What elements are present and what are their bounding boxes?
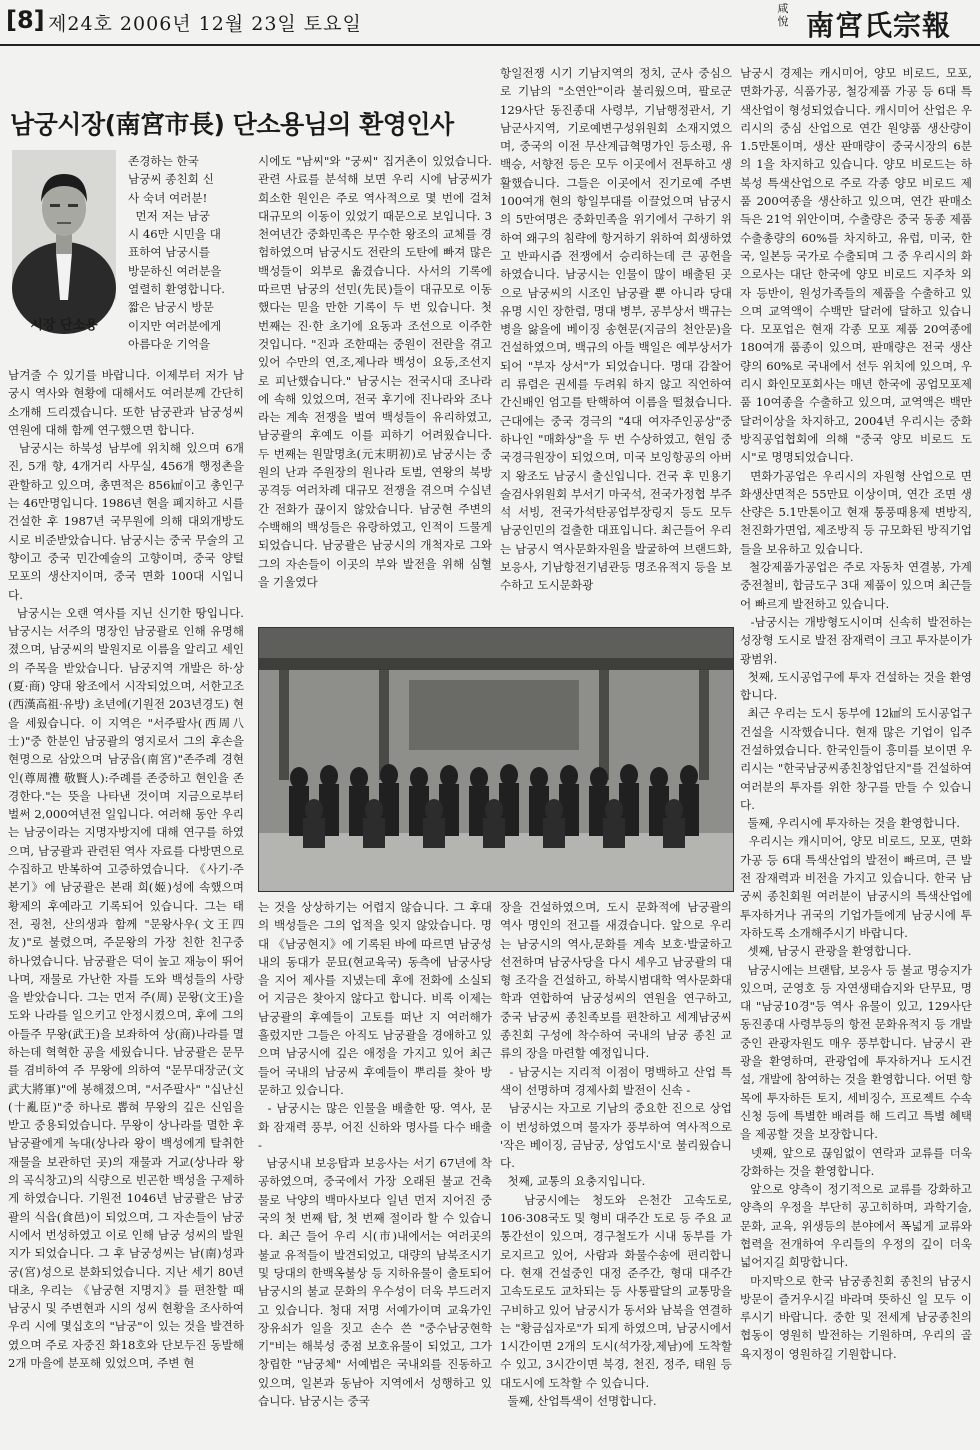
issue-date-line: 제24호 2006년 12월 23일 토요일 bbox=[48, 13, 362, 35]
article-column-2-top: 시에도 "남씨"와 "궁씨" 집거촌이 있었습니다. 관련 사료를 분석해 보면 우리 시에 남궁씨가 희소한 원인은 주로 역사적으로 몇 번에 걸쳐 대규모의 이동이 있었기 때문으로 보입니다. 3천여년간 중화민족은 무수한 왕조의 교체를 경험하였으며 남궁시도 전란의 도탄에 빠져 많은 백성들이 외부로 옮겼습니다. 사서의 기록에 따르면 남궁의 선민(先民)들이 대규모로 이동했다는 믿을 만한 기록이 두 번 있습니다. 첫 번째는 진·한 초기에 요동과 조선으로 이주한 것입니다. "진과 조한때는 중원이 전란을 겪고 있어 수만의 연,조,제나라 백성이 요동,조선지로 피난했습니다." 남궁시는 전국시대 조나라에 속해 있었으며, 전국 후기에 진나라와 조나라는 계속 전쟁을 벌여 백성들이 유리하였고, 남궁괄의 후예도 이를 피하기 어려웠습니다. 두 번째는 원말명초(元末明初)로 남궁시는 중원의 난과 주원장의 원나라 토벌, 연왕의 북방 공격등 여러차례 대규모 전쟁을 겪으며 수십년간 전화가 끊이지 않았습니다. 남궁현 주변의 수백해의 백성들은 유랑하였고, 인적이 드물게 되었습니다. 남궁괄은 남궁시의 개척자로 그와 그의 자손들이 이곳의 부와 발전을 위해 심혈을 기울였다 bbox=[258, 154, 496, 589]
group-photo-image bbox=[259, 628, 733, 891]
article-intro-column: 존경하는 한국 남궁씨 종친회 신 사 숙녀 여러분! 먼저 저는 남궁 시 46만 시민을 대 표하여 남궁시를 방문하신 여러분을 열렬히 환영합니다. 짧은 남궁시 방문 이지만 여러분에게 아름다운 기억을 bbox=[128, 154, 225, 351]
portrait-figure bbox=[8, 150, 120, 346]
brand-side-text: 咸悅 bbox=[777, 2, 789, 28]
group-photo bbox=[258, 627, 734, 892]
article-headline: 남궁시장(南宮市長) 단소용님의 환영인사 bbox=[10, 109, 454, 139]
article-column-4: 남궁시 경제는 캐시미어, 양모 비로드, 모포, 면화가공, 식품가공, 철강제품 가공 등 6대 특색산업이 형성되었습니다. 캐시미어 산업은 우리시의 중심 산업으로 연간 원양품 생산량이 1.5만톤이며, 생산 판매량이 중국시장의 6분의 1을 차지하고 있습니다. 양모 비로드는 하북성 특색산업으로 주로 각종 양모 비로드 제품 200여종을 생산하고 있으며, 연간 판매소득은 21억 위안이며, 수출량은 중국 동종 제품 수출총량의 60%를 차지하고, 유럽, 미국, 한국, 일본등 국가로 수출되며 그 중 우리시의 화으로사는 대단 한국에 양모 비로드 지주차 외자 등반이, 원성가족들의 제품을 수출하고 있으며 교역액이 수백만 달러에 달하고 있습니다. 모포업은 현재 각종 모포 제품 20여종에 180여개 품종이 있으며, 판매량은 전국 생산량의 60%로 국내에서 선두 위치에 있으며, 우리시 화인모포회사는 매년 한국에 공업모포제품 10여종을 수출하고 있으며, 교역액은 백만 달러이상을 차지하고, 2004년 우리시는 중화방직공업협회에 의해 "중국 양모 비로드 도시"로 명명되었습니다. 면화가공업은 우리시의 자원형 산업으로 면화생산면적은 55만묘 이상이며, 연간 조면 생산량은 5.1만톤이고 현재 통풍때용제 변방직, 천진화가면업, 제조방직 등 규모화된 방직기업들을 보유하고 있습니다. 철강제품가공업은 주로 자동차 연결봉, 가계중전철비, 합금도구 3대 제품이 있으며 최근들어 빠르게 발전하고 있습니다. -남궁시는 개방형도시이며 신속히 발전하는 성장형 도시로 발전 잠재력이 크고 투자분이가 광범위. 첫째, 도시공업구에 투자 건설하는 것을 환영합니다. 최근 우리는 도시 동부에 12㎢의 도시공업구 건설을 시작했습니다. 현재 많은 기업이 입주 건설하였습니다. 한국인들이 흥미를 보이면 우리시는 "한국남궁씨종친창업단지"를 건설하여 여러분의 투자를 위한 창구를 만들 수 있습니다. 둘째, 우리시에 투자하는 것을 환영합니다. 우리시는 캐시미어, 양모 비로드, 모포, 면화가공 등 6대 특색산업의 발전이 빠르며, 큰 발전 잠재력과 비전을 가지고 있습니다. 한국 남궁씨 종친회원 여러분이 남궁시의 특색산업에 투자하거나 귀국의 기업가들에게 남궁시에 투자하도록 소개해주시기 바랍니다. 셋째, 남궁시 관광을 환영합니다. 남궁시에는 브랜탑, 보응사 등 불교 명승지가 있으며, 군영호 등 자연생태습지와 단무묘, 명대 "남궁10경"등 역사 유물이 있고, 129사단 동진종대 사령부등의 항전 문화유적지 등 개발중인 관광자원도 매우 풍부합니다. 남궁시 관광을 환영하며, 관광업에 투자하거나 도시건설, 개발에 참여하는 것을 환영합니다. 어떤 항목에 투자하든 토지, 세비징수, 프로젝트 수속신청 등에 특별한 배려를 해 드리고 특별 혜택을 제공할 것을 보장합니다. 넷째, 앞으로 끊임없이 연락과 교류를 더욱 강화하는 것을 환영합니다. 앞으로 양측이 정기적으로 교류를 강화하고 양측의 우정을 부단히 공고히하며, 과학기술, 문화, 교육, 위생등의 분야에서 폭넓게 교류와 협력을 전개하여 우리들의 우정의 깊이 더욱 넓어지길 희망합니다. 마지막으로 한국 남궁종친회 종친의 남궁시 방문이 즐거우시길 바라며 뜻하신 일 모두 이루시기 바랍니다. 중한 및 전세계 남궁종친의 협동이 영원히 발전하는 기원하며, 우리의 골육지정이 영원하길 기원합니다. bbox=[740, 66, 973, 1361]
article-column-3-top: 항일전쟁 시기 기남지역의 정치, 군사 중심으로 기남의 "소연안"이라 불리웠으며, 팔로군129사단 동진종대 사령부, 기남행정관서, 기남군사지역, 기로예변구성위원회 소재지였으며, 중국의 이전 무산계급혁명가인 등소평, 유백승, 서향전 등은 모두 이곳에서 전투하고 생활했습니다. 그들은 이곳에서 진기로예 주변 100여개 현의 항일부대를 이끌었으며 남궁시의 5만여명은 중화민족을 위기에서 구하기 위하여 왜구의 침략에 항거하기 위하여 희생하였고 반파시즘 전쟁에서 승리하는데 큰 공헌을 하였습니다. 남궁시는 인물이 많이 배출된 곳으로 남궁씨의 시조인 남궁괄 뿐 아니라 당대 유명 시인 장한렴, 명대 병부, 공부상서 백규는 병을 앓을에 베이징 송현문(지금의 천안문)을 건설하였으며, 백규의 아들 백일은 예부상서가 되어 "부자 상서"가 되었습니다. 명대 감찰어리 류렴은 권세를 두려워 하지 않고 직언하여 간신배인 엄고를 탄핵하여 이름을 떨쳤습니다. 근대에는 중국 경극의 "4대 여자주인공상"중 하나인 "매화상"을 두 번 수상하였고, 현임 중국경극원장이 되었으며, 미국 보잉항공의 아버지 왕조도 남궁시 출신입니다. 건국 후 민용기술검사위원회 부서기 마국석, 전국가정협 부주석 서빙, 전국가석탄공업부장링지 등도 모두 남궁인민의 걸출한 대표입니다. 최근들어 우리는 남궁시 역사문화자원을 발굴하여 브랜드화, 보응사, 기남항전기념관등 명조유적지 등을 보수하고 도시문화광 bbox=[500, 66, 736, 593]
page-number: [8] bbox=[6, 6, 45, 34]
article-column-2-bottom: 는 것을 상상하기는 어렵지 않습니다. 그 후대의 백성들은 그의 업적을 잊지 않았습니다. 명대 《남궁현지》에 기록된 바에 따르면 남궁성내의 동대가 문묘(현교육국) 동측에 남궁사당을 지어 제사를 지냈는데 후에 전화에 소실되어 지금은 찾아지 않다고 합니다. 비록 이제는 남궁괄의 후예들이 고토를 떠난 지 여러해가 흘렀지만 그들은 아직도 남궁괄을 경애하고 있으며 남궁시에 깊은 애정을 가지고 있어 최근들어 국내의 남궁씨 후예들이 뿌리를 찾아 방문하고 있습니다. - 남궁시는 많은 인물을 배출한 땅. 역사, 문화 잠재력 풍부, 어진 신하와 명사를 다수 배출 - 남궁시내 보응탑과 보응사는 서기 67년에 착공하였으며, 중국에서 가장 오래된 불교 건축물로 낙양의 백마사보다 일년 먼저 지어진 중국의 첫 번째 탑, 첫 번째 절이라 할 수 있습니다. 최근 들어 우리 시(市)내에서는 여러곳의 불교 유적들이 발견되었고, 대량의 남북조시기 및 당대의 한백옥불상 등 지하유물이 출토되어 남궁시의 불교 문화의 우수성이 더욱 부드러지고 있습니다. 청대 저명 서예가이며 교육가인 장유쇠가 일을 짓고 손수 쓴 "중수남궁현학기"비는 해북성 중점 보호유물이 되었고, 그가 창립한 "남궁체" 서예법은 국내외를 진동하고 있으며, 일본과 동남아 지역에서 성행하고 있습니다. 남궁시는 중국 bbox=[258, 900, 492, 1409]
masthead bbox=[0, 0, 980, 46]
portrait-caption: 시장 단소용 bbox=[30, 318, 98, 333]
mayor-portrait-image bbox=[12, 150, 116, 300]
article-column-3-bottom: 장을 건설하였으며, 도시 문화적에 남궁괄의 역사 명인의 전고를 새겼습니다. 앞으로 우리는 남궁시의 역사,문화를 계속 보호·발굴하고 선전하며 남궁사당을 다시 세우고 남궁괄의 대형 조각을 건설하고, 하북시범대학 역사문화대학과 연합하여 남궁성씨의 연원을 연구하고, 중국 남궁씨 종친족보를 편찬하고 세계남궁씨 종친회 구성에 착수하여 국내의 남궁 종친 교류의 장을 마련할 예정입니다. - 남궁시는 지리적 이점이 명백하고 산업 특색이 선명하며 경제사회 발전이 신속 - 남궁시는 자고로 기남의 중요한 진으로 상업이 번성하였으며 물자가 풍부하여 역사적으로 '작은 베이징, 금남궁, 상업도시'로 불리웠습니다. 첫째, 교통의 요충지입니다. 남궁시에는 청도와 은천간 고속도로, 106·308국도 및 형비 대주간 도로 등 주요 교통간선이 있으며, 경구철도가 시내 동부를 가로지르고 있어, 사람과 화물수송에 편리합니다. 현재 건설중인 대정 준주간, 형대 대주간 고속도로도 교차되는 등 사통팔달의 교통망을 구비하고 있어 남궁시가 동서와 남북을 연결하는 "황금십자로"가 되게 하였으며, 남궁시에서 1시간이면 2개의 도시(석가장,제남)에 도착할 수 있고, 3시간이면 북경, 천진, 정주, 태원 등 대도시에 도착할 수 있습니다. 둘째, 산업특색이 선명합니다. bbox=[500, 900, 732, 1409]
article-column-1: 남겨줄 수 있기를 바랍니다. 이제부터 저가 남궁시 역사와 현황에 대해서도 여러분께 간단히 소개해 드리겠습니다. 또한 남궁관과 남궁성씨 연원에 대해 함께 연구했으면 합니다. 남궁시는 하북성 남부에 위치해 있으며 6개 진, 5개 향, 4개거리 사무실, 456개 행정촌을 관할하고 있으며, 총면적은 856㎢이고 총인구는 46만명입니다. 1986년 현을 폐지하고 시를 건설한 후 1987년 국무원에 의해 대외개방도시로 비준받았습니다. 남궁시는 중국 무술의 고향이고 중국 민간예술의 고향이며, 중국 양털 모포의 생산지이며, 중국 면화 100대 시입니다. 남궁시는 오랜 역사를 지닌 신기한 땅입니다. 남궁시는 서주의 명장인 남궁괄로 인해 유명해졌으며, 남궁씨의 발원지로 이름을 알리고 세인의 주목을 받았습니다. 남궁지역 개발은 하·상(夏·商) 양대 왕조에서 시작되었으며, 서한고조(西漢高祖·유방) 초년에(기원전 203년경도) 현을 세웠습니다. 이 지역은 "서주팔사(西周八士)"중 한분인 남궁괄의 영지로서 그의 후손을 현명으로 삼았으며 남궁읍(南宮)"존주례 경현인(尊周禮 敬賢人):주례를 존중하고 현인을 존경한다."는 뜻을 나타낸 것이며 지금으로부터 벌써 2,000여년전 일입니다. 여러해 동안 우리는 남궁이라는 지명자방지에 대해 연구를 하였으며, 남궁괄과 관련된 역사 자료를 다방면으로 수집하고 반복하여 고증하였습니다. 《사기·주본기》에 남궁괄은 본래 희(姬)성에 속했으며 황제의 후예라고 기록되어 있습니다. 그는 태전, 굉천, 산의생과 함께 "문왕사우(文王四友)"로 불렸으며, 주문왕의 가장 친한 친구중 하나였습니다. 남궁괄은 덕이 높고 재능이 뛰어나며, 재물로 가난한 자를 도와 백성들의 사랑을 받았습니다. 그는 먼저 주(周) 문왕(文王)을 도와 나라를 일으키고 안정시켰으며, 후에 그의 아들주 무왕(武王)을 보좌하여 상(商)나라를 멸하는데 혁혁한 공을 세웠습니다. 남궁괄은 문무를 겸비하여 주 무왕에 의하여 "문무대장군(文武大將軍)"에 봉해졌으며, "서주팔사" "십난신(十亂臣)"중 하나로 뽑혀 무왕의 깊은 신임을 받고 중용되었습니다. 무왕이 상나라를 멸한 후 남궁괄에게 녹대(상나라 왕이 백성에게 탈취한 재물을 보관하던 곳)의 재물과 거교(상나라 왕의 곡식창고)의 식량으로 빈곤한 백성을 구제하게 하였습니다. 기원전 1046년 남궁괄은 남궁괄의 식읍(食邑)이 되었으며, 그 자손들이 남궁시에서 번성하였고 이로 인해 남궁 성씨의 발원지가 되었습니다. 그 후 남궁성씨는 남(南)성과 궁(宮)성으로 분화되었습니다. 지난 세기 80년대초, 우리는 《남궁현 지명지》를 편찬할 때 남궁시 및 주변현과 시의 성씨 현황을 조사하여 우리 시에 몇십호의 "남궁"이 있는 것을 발견하였으며 주로 자중진 화18호와 단보두진 동발해 2개 마을에 분포해 있었으며, 주변 현 bbox=[8, 368, 244, 1371]
newspaper-title: 南宮氏宗報 bbox=[806, 9, 952, 42]
